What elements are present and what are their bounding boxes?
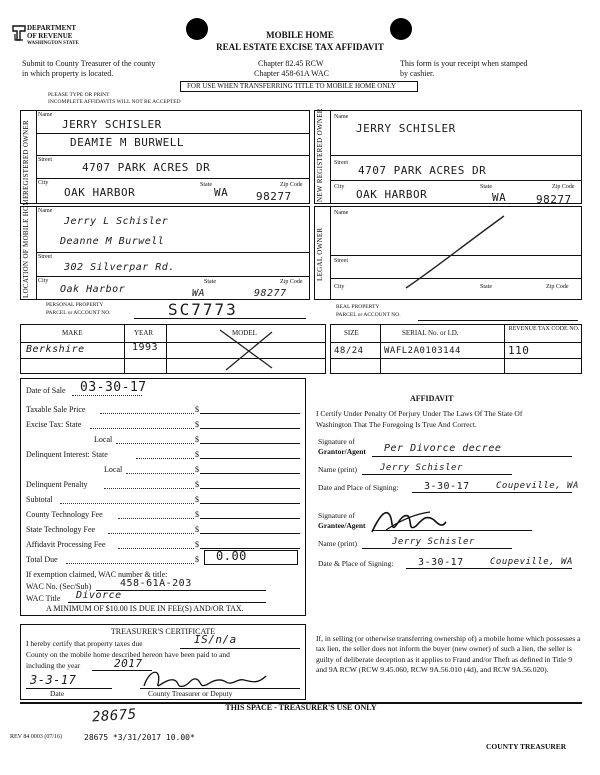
loc-name-2[interactable]: Deanne M Burwell xyxy=(60,236,165,247)
vehicle-make[interactable]: Berkshire xyxy=(26,344,85,355)
affidavit-text-2: Washington That The Foregoing Is True And Correct. xyxy=(316,420,477,429)
location-label: LOCATION OF MOBILE HOME xyxy=(22,194,30,298)
reg-city-label: City xyxy=(38,180,49,186)
form-title-line1: MOBILE HOME xyxy=(266,30,334,40)
reg-name-label: Name xyxy=(38,112,53,118)
new-street[interactable]: 4707 PARK ACRES DR xyxy=(358,164,487,177)
minimum-note: A MINIMUM OF $10.00 IS DUE IN FEE(S) AND/OR TAX. xyxy=(46,604,244,613)
punch-hole-right xyxy=(390,18,412,40)
department-logo xyxy=(12,22,79,52)
grantee-date[interactable]: 3-30-17 xyxy=(418,557,464,568)
treasurer-date-label: Date xyxy=(50,689,65,698)
chapter-1: Chapter 82.45 RCW xyxy=(258,59,324,68)
vehicle-year[interactable]: 1993 xyxy=(132,342,159,353)
grantor-date-label: Date and Place of Signing: xyxy=(318,483,399,492)
fee-row-label: Affidavit Processing Fee xyxy=(26,540,106,549)
grantor-date[interactable]: 3-30-17 xyxy=(424,481,470,492)
reg-zip[interactable]: 98277 xyxy=(256,190,292,203)
receipt-text-1: This form is your receipt when stamped xyxy=(400,59,528,68)
county-treasurer-label: COUNTY TREASURER xyxy=(486,742,567,751)
fee-row-dollar: $ xyxy=(195,480,199,489)
loc-zip-label: Zip Code xyxy=(280,279,303,285)
reg-street-label: Street xyxy=(38,157,52,163)
new-state-label: State xyxy=(480,184,492,190)
treasurer-text-1: I hereby certify that property taxes due xyxy=(26,639,143,648)
new-name[interactable]: JERRY SCHISLER xyxy=(356,122,456,135)
grantee-sig-label-2: Grantee/Agent xyxy=(318,521,366,530)
treasurer-year-value[interactable]: 2017 xyxy=(114,657,143,670)
dept-line3: WASHINGTON STATE xyxy=(27,41,79,46)
grantee-place[interactable]: Coupeville, WA xyxy=(490,557,573,567)
use-banner xyxy=(180,81,418,92)
grantee-sig-label-1: Signature of xyxy=(318,511,355,520)
col-model: MODEL xyxy=(232,329,257,337)
loc-street[interactable]: 302 Silverpar Rd. xyxy=(64,262,175,273)
model-strike xyxy=(216,326,276,372)
reg-street[interactable]: 4707 PARK ACRES DR xyxy=(82,161,211,174)
fee-row-label: Local xyxy=(104,465,123,474)
vehicle-tax-code[interactable]: 110 xyxy=(508,344,530,357)
reg-state[interactable]: WA xyxy=(214,186,229,199)
date-of-sale-value[interactable]: 03-30-17 xyxy=(80,380,147,395)
cashier-stamp: 28675 *3/31/2017 10.00* xyxy=(84,733,195,742)
legal-owner-strike xyxy=(400,212,510,292)
fee-row-dollar: $ xyxy=(195,450,199,459)
fee-row-dollar: $ xyxy=(195,420,199,429)
reg-name-2[interactable]: DEAMIE M BURWELL xyxy=(70,136,184,149)
loc-name-label: Name xyxy=(38,208,53,214)
wac-title-label: WAC Title xyxy=(26,594,61,603)
legal-state-label: State xyxy=(480,284,492,290)
reg-zip-label: Zip Code xyxy=(280,182,303,188)
dept-line1: DEPARTMENT xyxy=(27,24,77,32)
fee-row-label: Taxable Sale Price xyxy=(26,405,86,414)
dept-line2: OF REVENUE xyxy=(27,32,73,40)
fee-row-dollar: $ xyxy=(195,525,199,534)
legal-street-label: Street xyxy=(334,258,348,264)
loc-city-label: City xyxy=(38,278,49,284)
reg-state-label: State xyxy=(200,182,212,188)
fee-row-label: Total Due xyxy=(26,555,58,564)
form-title-line2: REAL ESTATE EXCISE TAX AFFIDAVIT xyxy=(216,42,384,52)
affidavit-title: AFFIDAVIT xyxy=(410,394,454,403)
rev-number: REV 84 0003 (07/16) xyxy=(10,734,63,740)
new-zip[interactable]: 98277 xyxy=(536,193,572,206)
new-name-label: Name xyxy=(334,114,349,120)
handwritten-number: 28675 xyxy=(91,706,138,726)
grantor-sig-label-2: Grantor/Agent xyxy=(318,447,366,456)
total-due-value[interactable]: 0.00 xyxy=(216,549,247,563)
loc-state[interactable]: WA xyxy=(192,288,206,299)
receipt-text-2: by cashier. xyxy=(400,69,435,78)
col-year: YEAR xyxy=(134,329,154,337)
fee-row-dollar: $ xyxy=(195,465,199,474)
col-serial: SERIAL No. or I.D. xyxy=(402,329,459,337)
real-parcel-label-1: REAL PROPERTY xyxy=(336,304,380,310)
treasurer-title: TREASURER'S CERTIFICATE xyxy=(110,627,216,636)
loc-name-1[interactable]: Jerry L Schisler xyxy=(64,216,169,227)
registered-owner-label: REGISTERED OWNER xyxy=(22,120,30,196)
grantee-name-label: Name (print) xyxy=(318,539,357,548)
vehicle-size[interactable]: 48/24 xyxy=(334,346,364,356)
exemption-label: If exemption claimed, WAC number & title: xyxy=(26,570,168,579)
loc-zip[interactable]: 98277 xyxy=(254,288,287,299)
new-state[interactable]: WA xyxy=(492,191,507,204)
grantee-date-label: Date & Place of Signing: xyxy=(318,559,394,568)
fee-row-label: Local xyxy=(94,435,113,444)
fee-row-label: Delinquent Interest: State xyxy=(26,450,108,459)
personal-parcel-label-1: PERSONAL PROPERTY xyxy=(46,302,104,308)
loc-state-label: State xyxy=(204,279,216,285)
fee-row-dollar: $ xyxy=(195,555,199,564)
chapter-2: Chapter 458-61A WAC xyxy=(254,69,329,78)
treasurer-text-2: County on the mobile home described hereon have been paid to and xyxy=(26,650,230,659)
loc-street-label: Street xyxy=(38,254,52,260)
grantor-name[interactable]: Jerry Schisler xyxy=(380,463,463,473)
wac-no-label: WAC No. (Sec/Sub) xyxy=(26,582,92,591)
grantee-signature[interactable] xyxy=(368,502,448,538)
new-owner-label: NEW REGISTERED OWNER xyxy=(316,108,324,202)
fee-row-dollar: $ xyxy=(195,405,199,414)
reg-city[interactable]: OAK HARBOR xyxy=(64,186,136,199)
personal-parcel-label-2: PARCEL or ACCOUNT NO. xyxy=(46,310,111,316)
new-street-label: Street xyxy=(334,160,348,166)
submit-text-1: Submit to County Treasurer of the county xyxy=(22,59,156,68)
treasurer-date-value[interactable]: 3-3-17 xyxy=(30,673,77,687)
fee-row-label: Delinquent Penalty xyxy=(26,480,88,489)
real-parcel-label-2: PARCEL or ACCOUNT NO. xyxy=(336,312,401,318)
new-city-label: City xyxy=(334,184,345,190)
affidavit-text-1: I Certify Under Penalty Of Perjury Under The Laws Of The State Of xyxy=(316,409,523,418)
grantor-place[interactable]: Coupeville, WA xyxy=(496,481,579,491)
please-type: PLEASE TYPE OR PRINT xyxy=(48,92,110,98)
col-make: MAKE xyxy=(62,329,83,337)
vehicle-serial[interactable]: WAFL2A0103144 xyxy=(384,346,461,356)
fee-row-dollar: $ xyxy=(195,495,199,504)
col-tax-code: REVENUE TAX CODE NO. xyxy=(508,326,580,332)
fee-row-dollar: $ xyxy=(195,435,199,444)
use-banner-text: FOR USE WHEN TRANSFERRING TITLE TO MOBILE HOME ONLY xyxy=(187,82,397,90)
personal-parcel-value[interactable]: SC7773 xyxy=(168,300,238,319)
reg-name-1[interactable]: JERRY SCHISLER xyxy=(62,118,162,131)
grantee-name[interactable]: Jerry Schisler xyxy=(392,537,475,547)
treasurer-taxes-value[interactable]: IS/n/a xyxy=(194,633,237,646)
loc-city[interactable]: Oak Harbor xyxy=(60,284,126,295)
grantor-sig-label-1: Signature of xyxy=(318,437,355,446)
legal-owner-label: LEGAL OWNER xyxy=(316,227,324,281)
treasurer-use-only: THIS SPACE - TREASURER'S USE ONLY xyxy=(225,703,377,712)
incomplete-note: INCOMPLETE AFFIDAVITS WILL NOT BE ACCEPTED xyxy=(48,99,181,105)
fee-row-label: Subtotal xyxy=(26,495,53,504)
col-size: SIZE xyxy=(344,329,359,337)
wac-no-value[interactable]: 458-61A-203 xyxy=(120,578,192,589)
fee-row-label: Excise Tax: State xyxy=(26,420,82,429)
fee-row-label: County Technology Fee xyxy=(26,510,103,519)
tax-lien-notice: If, in selling (or otherwise transferring ownership of) a mobile home which possesses a tax lien, the seller does not inform the buyer (new owner) of such a lien, the seller is guilty of deliberate deception as it applies to Fraud and/or Theft as defined in Title 9 and 9A RCW (RCW 9.45.060, RCW 9A.56.010 (4d), and RCW 9A.56.020). xyxy=(316,634,581,675)
punch-hole-left xyxy=(186,18,208,40)
fee-row-dollar: $ xyxy=(195,540,199,549)
treasurer-text-3: including the year xyxy=(26,661,81,670)
department-logo-icon xyxy=(12,24,26,42)
new-city[interactable]: OAK HARBOR xyxy=(356,188,428,201)
grantor-name-label: Name (print) xyxy=(318,465,357,474)
fee-row-dollar: $ xyxy=(195,510,199,519)
legal-zip-label: Zip Code xyxy=(546,284,569,290)
fee-row-label: State Technology Fee xyxy=(26,525,96,534)
legal-city-label: City xyxy=(334,284,345,290)
grantor-signature[interactable]: Per Divorce decree xyxy=(384,443,502,454)
date-of-sale-label: Date of Sale xyxy=(26,386,66,395)
treasurer-signer-label: County Treasurer or Deputy xyxy=(148,689,233,698)
wac-title-value[interactable]: Divorce xyxy=(76,590,122,601)
submit-text-2: in which property is located. xyxy=(22,69,114,78)
legal-name-label: Name xyxy=(334,210,349,216)
new-zip-label: Zip Code xyxy=(552,184,575,190)
